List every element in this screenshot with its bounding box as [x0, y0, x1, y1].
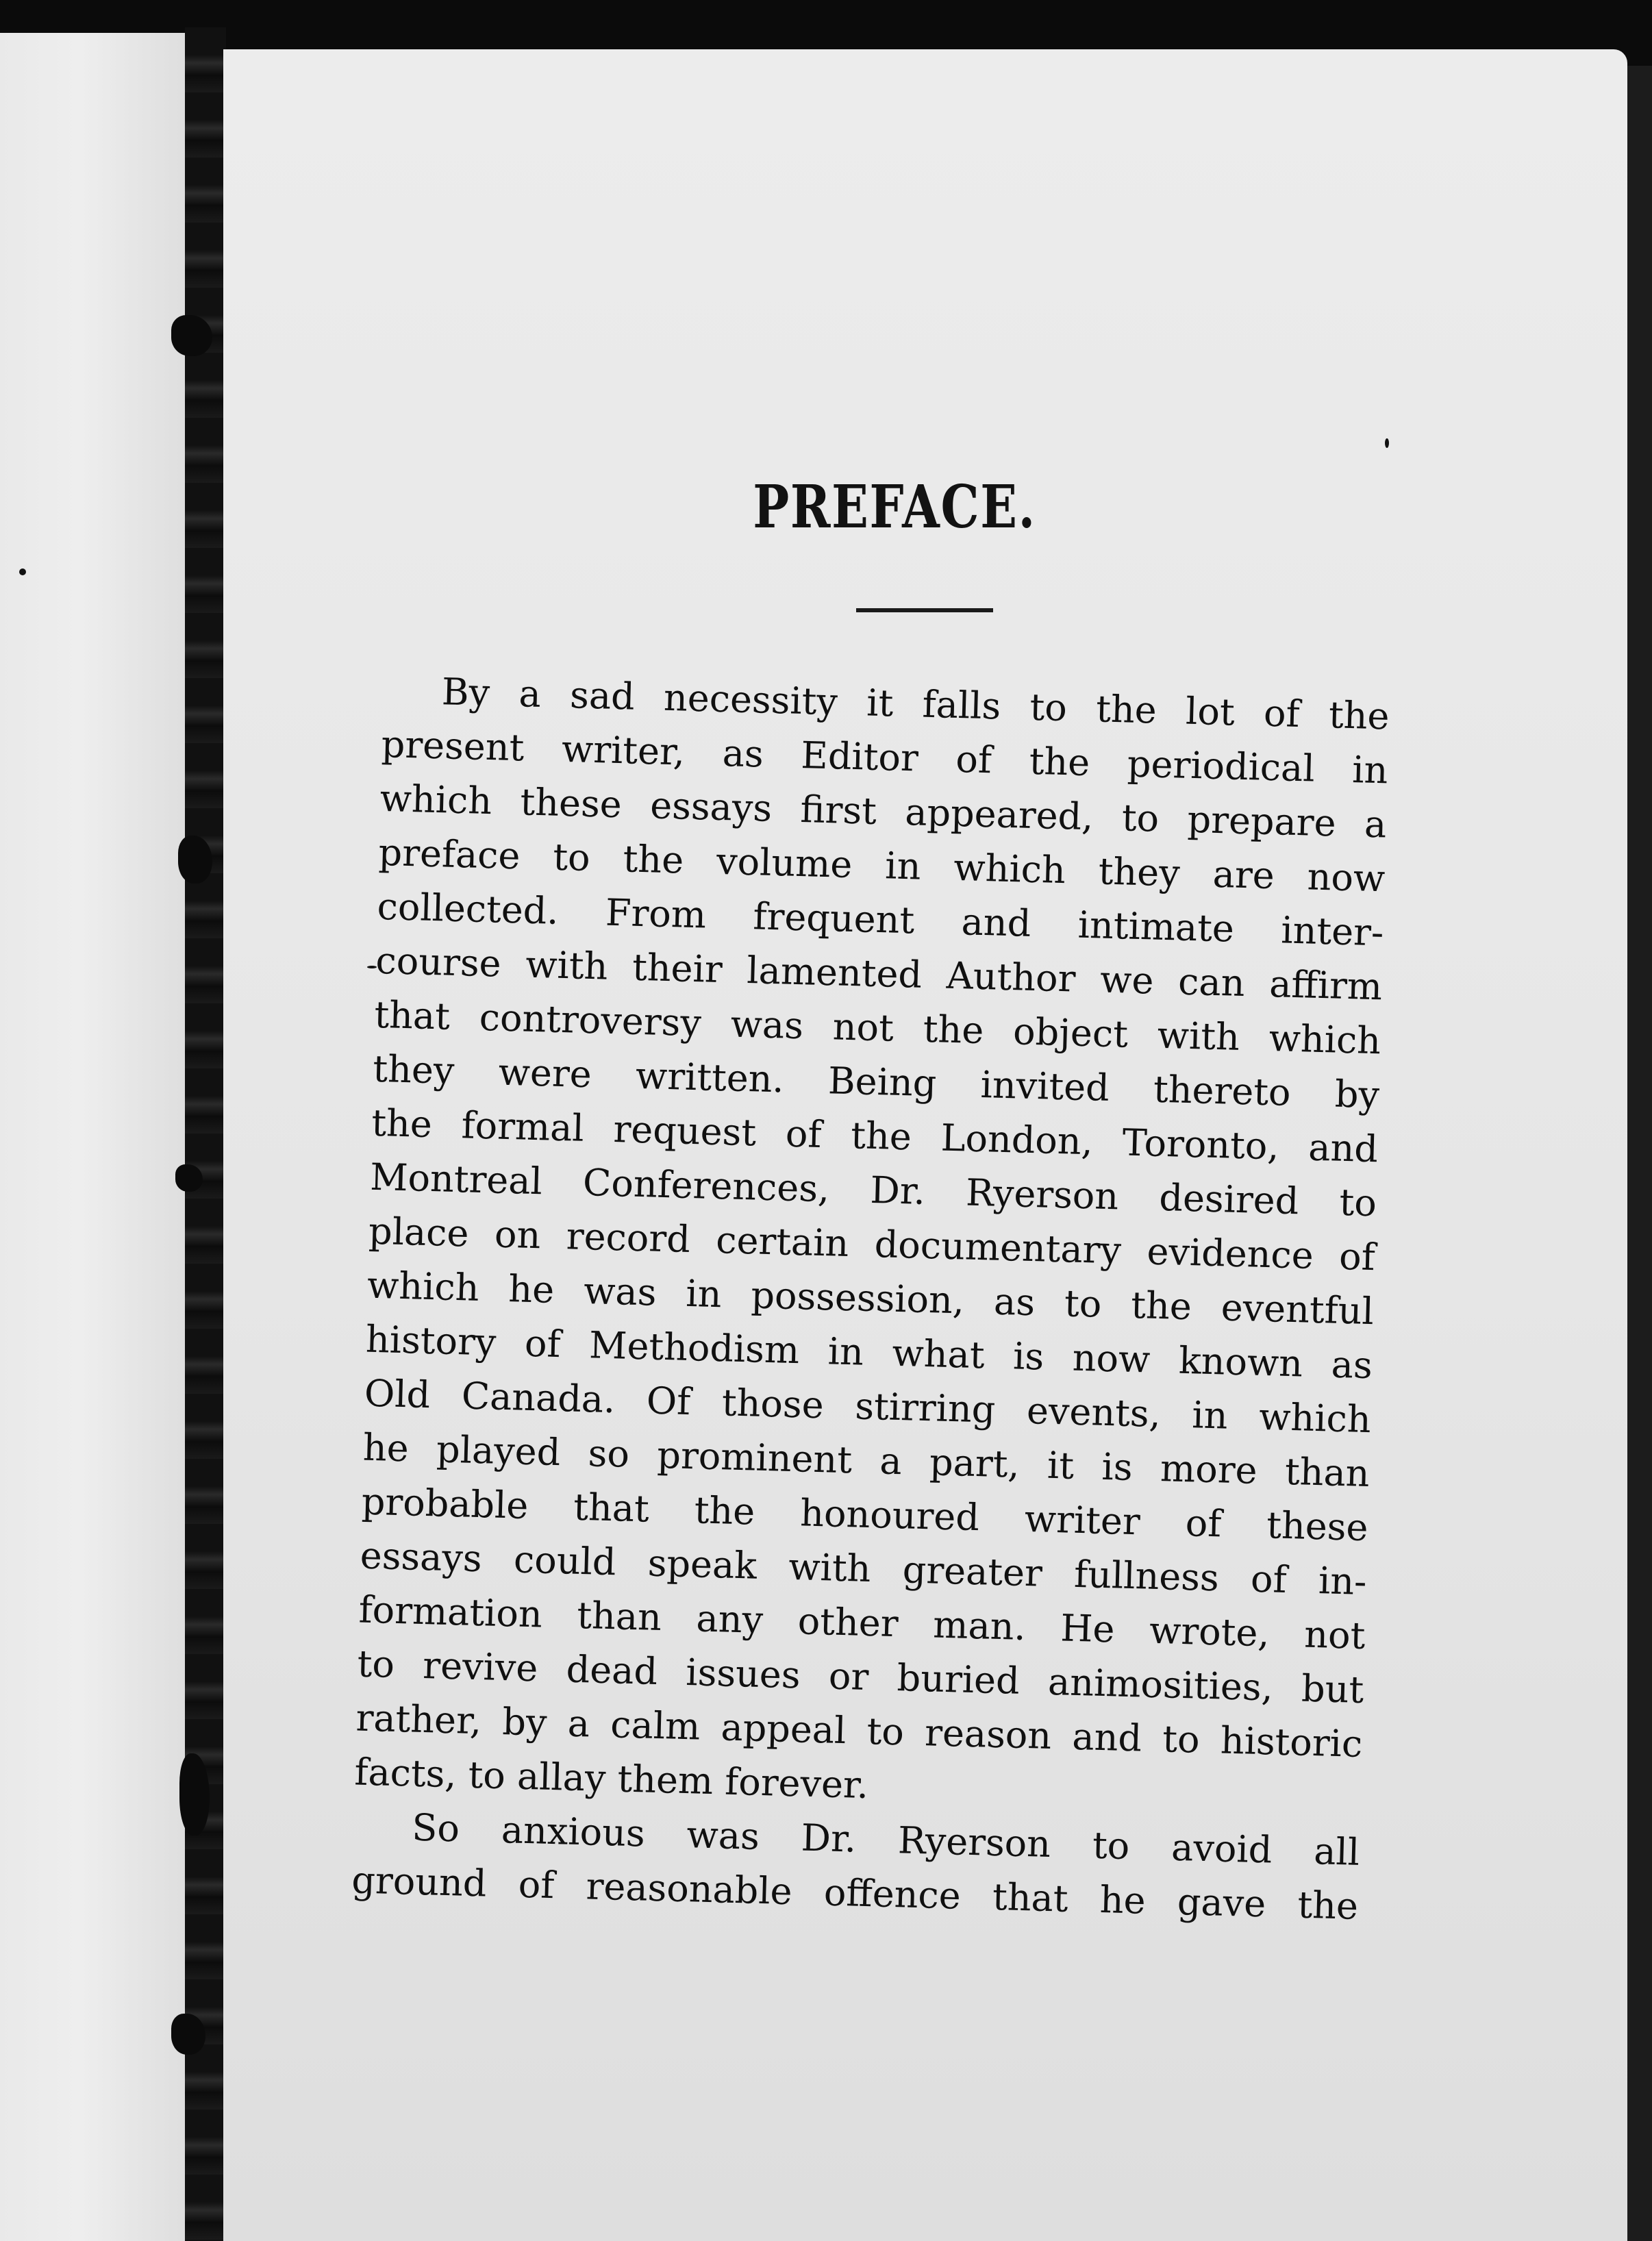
text-line: probable that the honoured writer of these: [361, 1479, 1369, 1550]
text-line: that controversy was not the object with which: [373, 992, 1381, 1063]
text-line: to revive dead issues or buried animosities, but: [356, 1642, 1365, 1712]
page-title: PREFACE.: [753, 473, 1036, 542]
ink-speck: [1385, 438, 1389, 448]
text-line: Old Canada. Of those stirring events, in which: [364, 1371, 1372, 1442]
binding-gutter: [185, 27, 226, 2241]
text-line: So anxious was Dr. Ryerson to avoid all: [411, 1805, 1360, 1874]
title-divider: [856, 608, 993, 612]
text-line: he played so prominent a part, it is more than: [362, 1425, 1371, 1496]
text-line: course with their lamented Author we can affirm: [375, 938, 1383, 1009]
paragraph: [354, 663, 1390, 1825]
text-line: present writer, as Editor of the periodical in: [381, 722, 1389, 792]
text-line: rather, by a calm appeal to reason and to historic: [355, 1696, 1363, 1766]
text-line: which these essays first appeared, to prepare a: [379, 776, 1388, 847]
preface-body: [351, 663, 1390, 1933]
text-line: ground of reasonable offence that he gave the: [351, 1858, 1359, 1928]
ink-speck: [19, 568, 26, 575]
text-line: preface to the volume in which they are now: [377, 830, 1386, 901]
text-line: Montreal Conferences, Dr. Ryerson desired to: [369, 1155, 1377, 1225]
text-line: the formal request of the London, Toronto, and: [371, 1101, 1379, 1171]
text-line: essays could speak with greater fullness of in-: [360, 1533, 1368, 1604]
text-line: history of Methodism in what is now known as: [365, 1317, 1373, 1388]
text-line: collected. From frequent and intimate inter-: [376, 884, 1385, 955]
page-edge-shadow: [1627, 66, 1652, 2241]
facing-blank-page: [0, 33, 200, 2241]
text-line: formation than any other man. He wrote, not: [358, 1588, 1366, 1657]
text-line: they were written. Being invited thereto by: [372, 1047, 1380, 1117]
text-line: By a sad necessity it falls to the lot of the: [441, 670, 1390, 738]
text-line: place on record certain documentary evidence of: [368, 1209, 1376, 1279]
text-line: which he was in possession, as to the eventful: [366, 1263, 1375, 1334]
text-line: facts, to allay them forever.: [353, 1750, 869, 1807]
